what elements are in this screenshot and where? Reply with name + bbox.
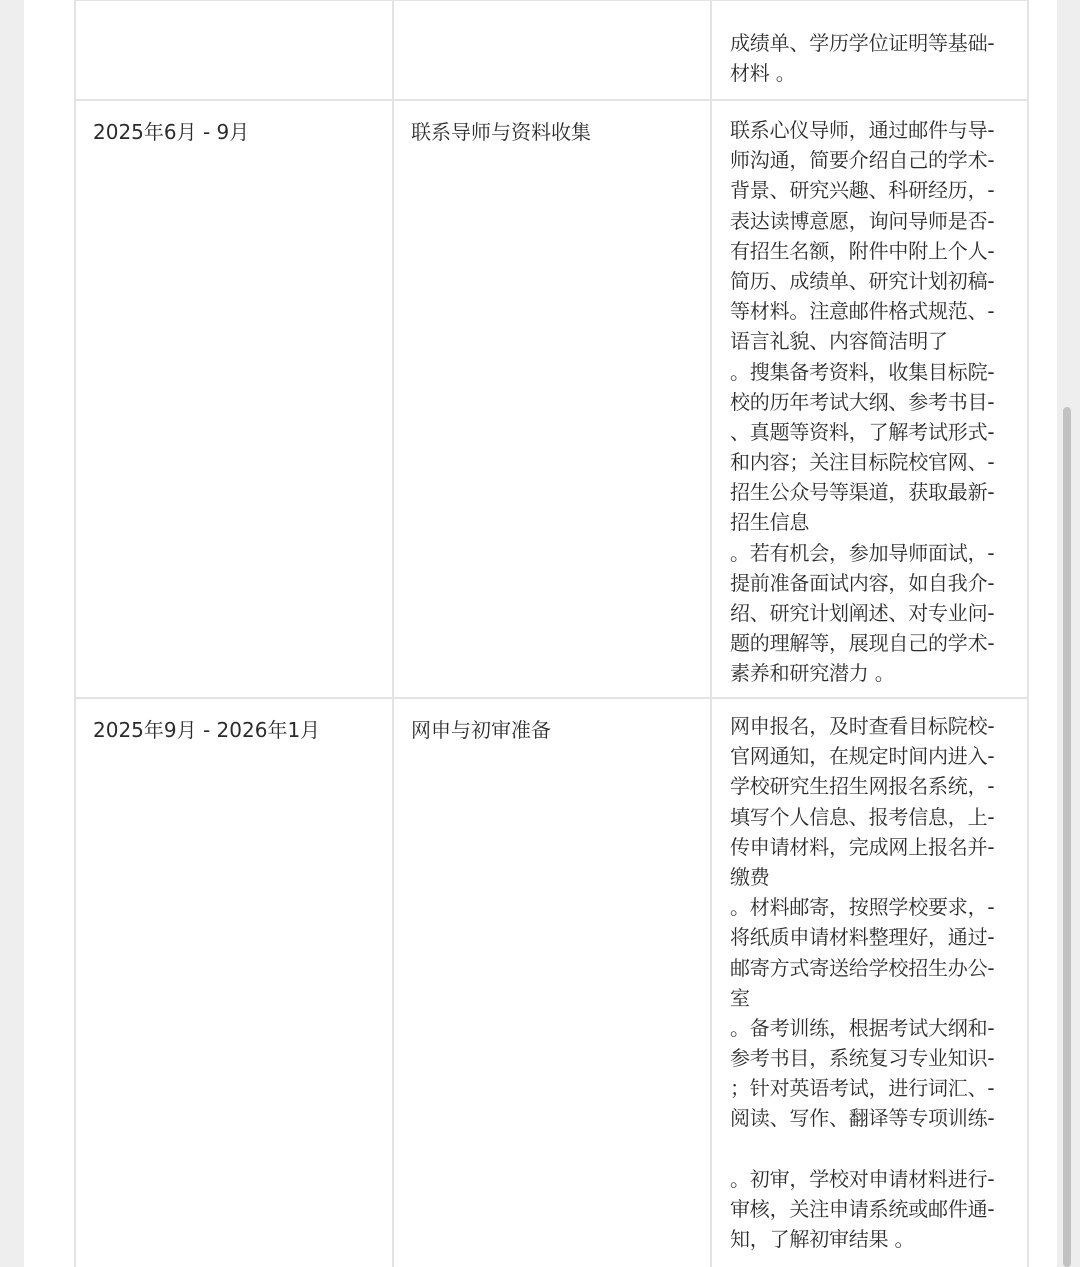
detail-line: 邮寄方式寄送给学校招生办公- <box>730 955 995 980</box>
detail-line: 背景、研究兴趣、科研经历，- <box>730 178 995 203</box>
table-row <box>75 698 1028 1267</box>
stage-text: 联系导师与资料收集 <box>411 120 591 144</box>
detail-line: ；针对英语考试，进行词汇、- <box>730 1076 995 1101</box>
detail-line: 学校研究生招生网报名系统，- <box>730 774 995 799</box>
detail-line: 联系心仪导师，通过邮件与导- <box>730 118 995 142</box>
detail-line: 官网通知，在规定时间内进入- <box>730 744 995 769</box>
date-cell <box>75 100 393 698</box>
schedule-table <box>74 0 1029 1267</box>
date-text: 2025年9月 - 2026年1月 <box>93 718 321 742</box>
detail-line: 。材料邮寄，按照学校要求，- <box>730 895 995 920</box>
detail-line: 参考书目，系统复习专业知识- <box>730 1046 995 1071</box>
detail-line: 室 <box>730 985 750 1010</box>
detail-text <box>712 101 1027 689</box>
date-cell <box>75 698 393 1267</box>
detail-line: 审核，关注申请系统或邮件通- <box>730 1197 995 1221</box>
detail-line: 语言礼貌、内容简洁明了 <box>730 329 948 354</box>
detail-line <box>730 1134 1013 1164</box>
document-page <box>24 0 1057 1267</box>
detail-line: 提前准备面试内容，如自我介- <box>730 570 995 595</box>
detail-line: 将纸质申请材料整理好，通过- <box>730 925 995 950</box>
detail-cell <box>711 698 1028 1267</box>
stage-text <box>394 1 710 17</box>
detail-line: 有招生名额，附件中附上个人- <box>730 238 995 263</box>
detail-line: 简历、成绩单、研究计划初稿- <box>730 268 995 293</box>
stage-text: 网申与初审准备 <box>411 718 551 742</box>
date-text <box>76 1 392 17</box>
detail-line: 表达读博意愿，询问导师是否- <box>730 208 995 233</box>
vertical-scrollbar-thumb[interactable] <box>1063 407 1071 1267</box>
detail-line: 和内容；关注目标院校官网、- <box>730 450 995 475</box>
stage-cell <box>393 100 711 698</box>
detail-line: 填写个人信息、报考信息，上- <box>730 804 995 829</box>
detail-line: 师沟通，简要介绍自己的学术- <box>730 148 995 173</box>
detail-line: 。初审，学校对申请材料进行- <box>730 1166 995 1191</box>
detail-line: 。搜集备考资料，收集目标院- <box>730 359 995 384</box>
stage-cell <box>393 0 711 100</box>
detail-cell <box>711 0 1028 100</box>
detail-line: 网申报名，及时查看目标院校- <box>730 714 995 738</box>
detail-line: 材料 。 <box>730 61 796 86</box>
detail-line: 传申请材料，完成网上报名并- <box>730 834 995 859</box>
detail-line: 。备考训练，根据考试大纲和- <box>730 1015 995 1040</box>
detail-line: 阅读、写作、翻译等专项训练- <box>730 1106 995 1131</box>
table-row <box>75 0 1028 100</box>
detail-line: 等材料。注意邮件格式规范、- <box>730 299 995 324</box>
detail-line: 、真题等资料，了解考试形式- <box>730 419 995 444</box>
table-row <box>75 100 1028 698</box>
detail-cell <box>711 100 1028 698</box>
detail-line: 题的理解等，展现自己的学术- <box>730 631 995 656</box>
detail-line: 招生公众号等渠道，获取最新- <box>730 480 995 505</box>
detail-line: 成绩单、学历学位证明等基础- <box>730 31 995 55</box>
detail-line: 校的历年考试大纲、参考书目- <box>730 389 995 414</box>
detail-line: 绍、研究计划阐述、对专业问- <box>730 601 995 625</box>
date-text: 2025年6月 - 9月 <box>93 120 250 144</box>
schedule-table-body <box>75 0 1028 1267</box>
detail-line: 。若有机会，参加导师面试，- <box>730 540 995 565</box>
detail-line: 知，了解初审结果 。 <box>730 1227 915 1252</box>
detail-text <box>712 1 1027 88</box>
stage-cell <box>393 698 711 1267</box>
date-cell <box>75 0 393 100</box>
detail-line: 缴费 <box>730 864 770 889</box>
detail-text <box>712 699 1027 1254</box>
detail-line: 招生信息 <box>730 510 810 535</box>
detail-line: 素养和研究潜力 。 <box>730 661 895 686</box>
